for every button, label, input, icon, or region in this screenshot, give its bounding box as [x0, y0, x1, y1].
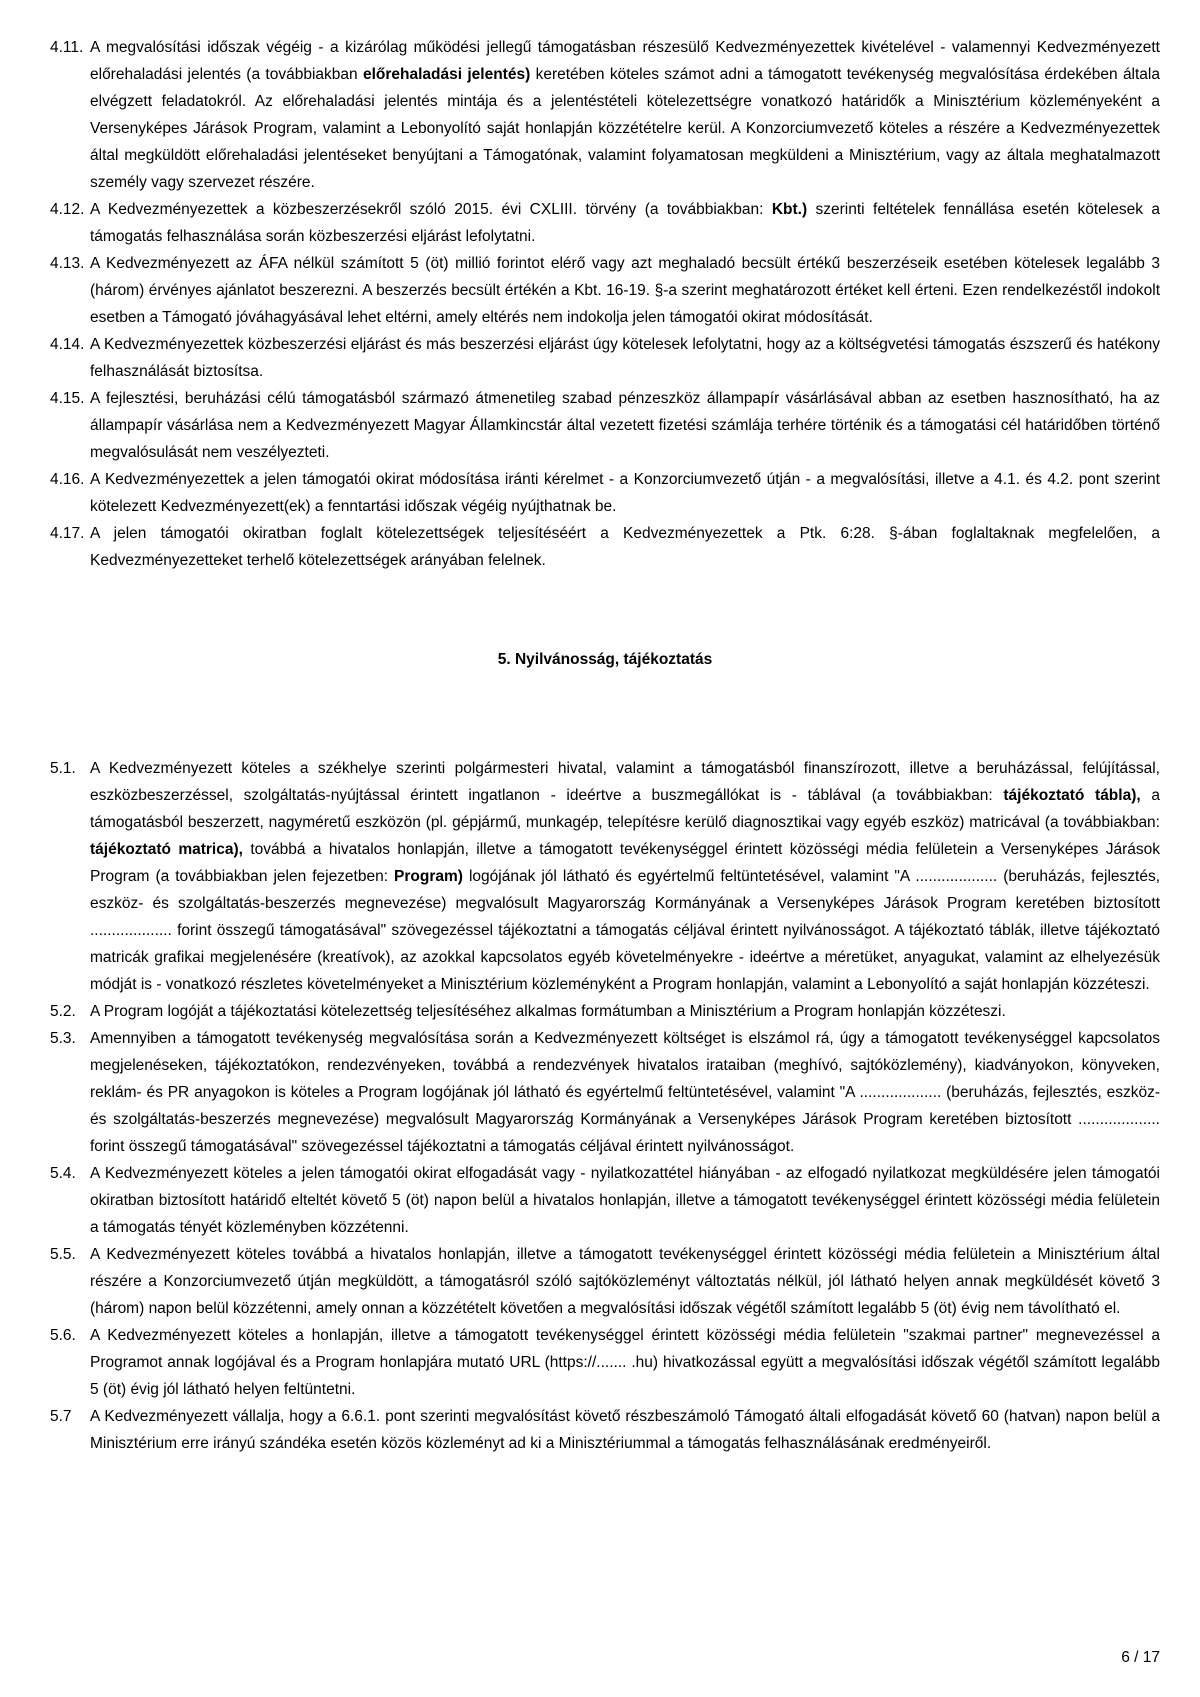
clause-number: 4.17.: [50, 525, 85, 542]
clause-text: A megvalósítási időszak végéig - a kizárólag működési jellegű támogatásban részesülő Kedvezményezettek kivételével - valamennyi Kedvezményezett előrehaladási jelentés (a továbbiakban előrehaladási jelentés) keretében köteles számot adni a támogatott tevékenység megvalósítása érdekében általa elvégzett feladatokról. Az előrehaladási jelentés mintája és a jelentéstételi kötelezettségre vonatkozó határidők a Minisztérium közleményeként a Versenyképes Járások Program, valamint a Lebonyolító saját honlapján közzétételre kerül. A Konzorciumvezető köteles a részére a Kedvezményezettek által megküldött előrehaladási jelentéseket benyújtani a Támogatónak, valamint folyamatosan megküldeni a Minisztérium, vagy az általa meghatalmazott személy vagy szervezet részére.: [90, 39, 1160, 191]
clause-text: A Kedvezményezett köteles a székhelye szerinti polgármesteri hivatal, valamint a támogatásból finanszírozott, illetve a beruházással, felújítással, eszközbeszerzéssel, szolgáltatás-nyújtással érintett ingatlanon - ideértve a buszmegállókat is - táblával (a továbbiakban: tájékoztató tábla), a támogatásból beszerzett, nagyméretű eszközön (pl. gépjármű, munkagép, telepítésre kerülő diagnosztikai vagy egyéb eszköz) matricával (a továbbiakban: tájékoztató matrica), továbbá a hivatalos honlapján, illetve a támogatott tevékenységgel érintett közösségi média felületein a Versenyképes Járások Program (a továbbiakban jelen fejezetben: Program) logójának jól látható és egyértelmű feltüntetésével, valamint "A ................... (beruházás, fejlesztés, eszköz- és szolgáltatás-beszerzés megnevezése) megvalósult Magyarország Kormányának a Versenyképes Járások Program keretében biztosított ................... forint összegű támogatásával" szövegezéssel tájékoztatni a támogatás céljával érintett nyilvánosságot. A tájékoztató táblák, illetve tájékoztató matricák grafikai megjelenésére (kreatívok), az azokkal kapcsolatos egyéb követelményekre - ideértve a méretüket, anyagukat, valamint az elhelyezésük módját is - vonatkozó részletes követelményeket a Minisztérium közleményként a Program honlapján, valamint a Lebonyolító a saját honlapján közzéteszi.: [90, 760, 1161, 993]
clause-number: 4.16.: [50, 471, 85, 488]
clause-number: 4.14.: [50, 336, 85, 353]
clause-number: 4.15.: [50, 390, 85, 407]
clause-5-4: [50, 1160, 1160, 1241]
clause-number: 4.13.: [50, 255, 85, 272]
clause-number: 5.6.: [50, 1327, 76, 1344]
clause-4-15: [50, 385, 1160, 466]
section-heading: 5. Nyilvánosság, tájékoztatás: [497, 651, 713, 668]
clause-4-13: [50, 250, 1160, 331]
clause-number: 5.4.: [50, 1165, 76, 1182]
clause-5-2: [50, 998, 1160, 1025]
document-body: [50, 34, 1160, 1457]
clause-5-3: [50, 1025, 1160, 1160]
clause-4-14: [50, 331, 1160, 385]
clause-4-16: [50, 466, 1160, 520]
page-number: 6 / 17: [1121, 1649, 1160, 1666]
clause-5-7: [50, 1403, 1160, 1457]
clause-number: 5.3.: [50, 1030, 76, 1047]
clause-number: 5.5.: [50, 1246, 76, 1263]
clause-number: 4.12.: [50, 201, 85, 218]
clause-text: A Kedvezményezett vállalja, hogy a 6.6.1. pont szerinti megvalósítást követő részbeszámoló Támogató általi elfogadását követő 60 (hatvan) napon belül a Minisztérium erre irányú szándéka esetén közös közleményt ad ki a Minisztériummal a támogatás felhasználásának eredményeiről.: [90, 1408, 1160, 1452]
clause-5-1: [50, 755, 1160, 998]
clause-text: A Kedvezményezett az ÁFA nélkül számított 5 (öt) millió forintot elérő vagy azt meghaladó becsült értékű beszerzéseik esetében kötelesek legalább 3 (három) érvényes ajánlatot beszerezni. A beszerzés becsült értékén a Kbt. 16-19. §-a szerint meghatározott értéket kell érteni. Ezen rendelkezéstől indokolt esetben a Támogató jóváhagyásával lehet eltérni, amely eltérés nem indokolja jelen támogatói okirat módosítását.: [90, 255, 1160, 326]
clause-text: A Program logóját a tájékoztatási kötelezettség teljesítéséhez alkalmas formátumban a Minisztérium a Program honlapján közzéteszi.: [90, 1003, 1006, 1020]
clause-4-11: [50, 34, 1160, 196]
clause-text: A Kedvezményezettek a közbeszerzésekről szóló 2015. évi CXLIII. törvény (a továbbiakban: Kbt.) szerinti feltételek fennállása esetén kötelesek a támogatás felhasználása során közbeszerzési eljárást lefolytatni.: [90, 201, 1160, 245]
clause-text: A Kedvezményezett köteles továbbá a hivatalos honlapján, illetve a támogatott tevékenységgel érintett közösségi média felületein a Minisztérium által részére a Konzorciumvezető útján megküldött, a támogatásról szóló sajtóközleményt változtatás nélkül, jól látható helyen annak megküldését követő 3 (három) napon belül közzétenni, amely onnan a közzétételt követően a megvalósítási időszak végétől számított legalább 5 (öt) évig nem távolítható el.: [90, 1246, 1160, 1317]
clause-text: A Kedvezményezettek közbeszerzési eljárást és más beszerzési eljárást úgy kötelesek lefolytatni, hogy az a költségvetési támogatás észszerű és hatékony felhasználását biztosítsa.: [90, 336, 1160, 380]
clause-number: 5.2.: [50, 1003, 76, 1020]
clause-number: 5.1.: [50, 760, 76, 777]
clause-5-6: [50, 1322, 1160, 1403]
clause-text: A Kedvezményezett köteles a honlapján, illetve a támogatott tevékenységgel érintett közösségi média felületein "szakmai partner" megnevezéssel a Programot annak logójával és a Program honlapjára mutató URL (https://....... .hu) hivatkozással együtt a megvalósítási időszak végétől számított legalább 5 (öt) évig jól látható helyen feltüntetni.: [90, 1327, 1160, 1398]
clause-text: A Kedvezményezett köteles a jelen támogatói okirat elfogadását vagy - nyilatkozattétel hiányában - az elfogadó nyilatkozat megküldésére jelen támogatói okiratban biztosított határidő elteltét követő 5 (öt) napon belül a hivatalos honlapján, illetve a támogatott tevékenységgel érintett közösségi média felületein a támogatás tényét közleményben közzétenni.: [90, 1165, 1160, 1236]
clause-text: A Kedvezményezettek a jelen támogatói okirat módosítása iránti kérelmet - a Konzorciumvezető útján - a megvalósítási, illetve a 4.1. és 4.2. pont szerint kötelezett Kedvezményezett(ek) a fenntartási időszak végéig nyújthatnak be.: [90, 471, 1160, 515]
clause-4-17: [50, 520, 1160, 574]
clause-number: 4.11.: [50, 39, 84, 56]
clause-text: A jelen támogatói okiratban foglalt kötelezettségek teljesítéséért a Kedvezményezettek a Ptk. 6:28. §-ában foglaltaknak megfelelően, a Kedvezményezetteket terhelő kötelezettségek arányában felelnek.: [90, 525, 1160, 569]
clause-text: A fejlesztési, beruházási célú támogatásból származó átmenetileg szabad pénzeszköz állampapír vásárlásával abban az esetben hasznosítható, ha az állampapír vásárlása nem a Kedvezményezett Magyar Államkincstár által vezetett fizetési számlája terhére történik és a támogatási cél határidőben történő megvalósulását nem veszélyezteti.: [90, 390, 1160, 461]
clause-number: 5.7: [50, 1408, 72, 1425]
clause-5-5: [50, 1241, 1160, 1322]
clause-4-12: [50, 196, 1160, 250]
clause-text: Amennyiben a támogatott tevékenység megvalósítása során a Kedvezményezett költséget is elszámol rá, úgy a támogatott tevékenységgel kapcsolatos megjelenéseken, tájékoztatókon, rendezvényeken, továbbá a rendezvények hivatalos irataiban (meghívó, sajtóközlemény), kiadványokon, könyveken, reklám- és PR anyagokon is köteles a Program logójának jól látható és egyértelmű feltüntetésével, valamint "A ................... (beruházás, fejlesztés, eszköz- és szolgáltatás-beszerzés megnevezése) megvalósult Magyarország Kormányának a Versenyképes Járások Program keretében biztosított ................... forint összegű támogatásával" szövegezéssel tájékoztatni a támogatás céljával érintett nyilvánosságot.: [90, 1030, 1160, 1155]
